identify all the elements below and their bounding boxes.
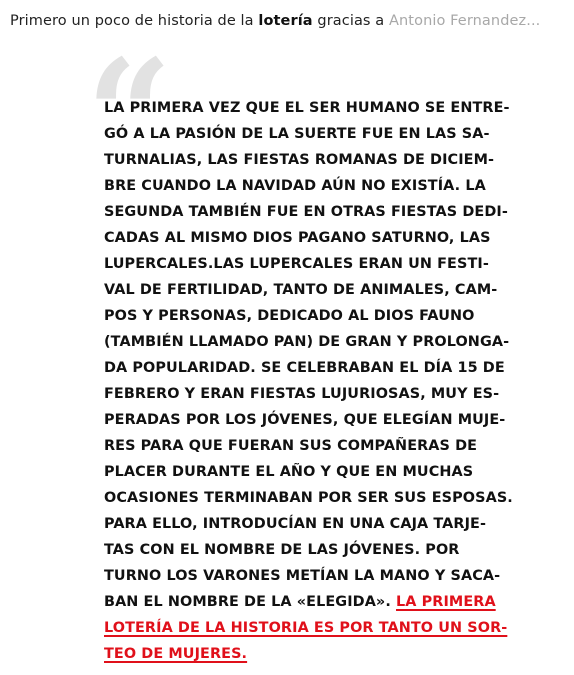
quote-line: OCASIONES TERMINABAN POR SER SUS ESPOSAS. [104,490,513,506]
quote-line: FEBRERO Y ERAN FIESTAS LUJURIOSAS, MUY ES- [104,386,500,402]
blockquote [104,95,518,667]
quote-line: (TAMBIÉN LLAMADO PAN) DE GRAN Y PROLONGA- [104,334,510,350]
quote-line: VAL DE FERTILIDAD, TANTO DE ANIMALES, CAM- [104,282,498,298]
quote-line-mixed [104,589,518,615]
quote-line: PLACER DURANTE EL AÑO Y QUE EN MUCHAS [104,464,474,480]
quote-line: LA PRIMERA VEZ QUE EL SER HUMANO SE ENTRE- [104,100,510,116]
lottery-link-line[interactable]: LOTERÍA DE LA HISTORIA ES POR TANTO UN SOR- [104,620,508,636]
intro-middle: gracias a [312,13,389,29]
quote-line: TURNO LOS VARONES METÍAN LA MANO Y SACA- [104,568,501,584]
quote-line-black-part: BAN EL NOMBRE DE LA «ELEGIDA». [104,594,397,610]
quote-mark-icon: “ [86,27,173,203]
quote-line: DA POPULARIDAD. SE CELEBRABAN EL DÍA 15 DE [104,360,505,376]
quote-line: BRE CUANDO LA NAVIDAD AÚN NO EXISTÍA. LA [104,178,486,194]
quote-line: LUPERCALES.LAS LUPERCALES ERAN UN FESTI- [104,256,489,272]
lottery-link-line[interactable]: TEO DE MUJERES. [104,646,248,662]
author-link[interactable]: Antonio Fernandez... [389,13,541,29]
quote-line: SEGUNDA TAMBIÉN FUE EN OTRAS FIESTAS DEDI- [104,204,508,220]
quote-line: TURNALIAS, LAS FIESTAS ROMANAS DE DICIEM- [104,152,495,168]
quote-line: TAS CON EL NOMBRE DE LAS JÓVENES. POR [104,542,460,558]
share-buttons-bar [14,0,284,2]
quote-line: CADAS AL MISMO DIOS PAGANO SATURNO, LAS [104,230,491,246]
intro-prefix: Primero un poco de historia de la [10,13,259,29]
lottery-link-start[interactable]: LA PRIMERA [396,594,496,610]
quote-line: RES PARA QUE FUERAN SUS COMPAÑERAS DE [104,438,478,454]
quote-line: POS Y PERSONAS, DEDICADO AL DIOS FAUNO [104,308,475,324]
intro-keyword: lotería [258,13,313,29]
quote-line: PERADAS POR LOS JÓVENES, QUE ELEGÍAN MUJE- [104,412,506,428]
quote-line: GÓ A LA PASIÓN DE LA SUERTE FUE EN LAS SA- [104,126,490,142]
quote-line: PARA ELLO, INTRODUCÍAN EN UNA CAJA TARJE- [104,516,487,532]
